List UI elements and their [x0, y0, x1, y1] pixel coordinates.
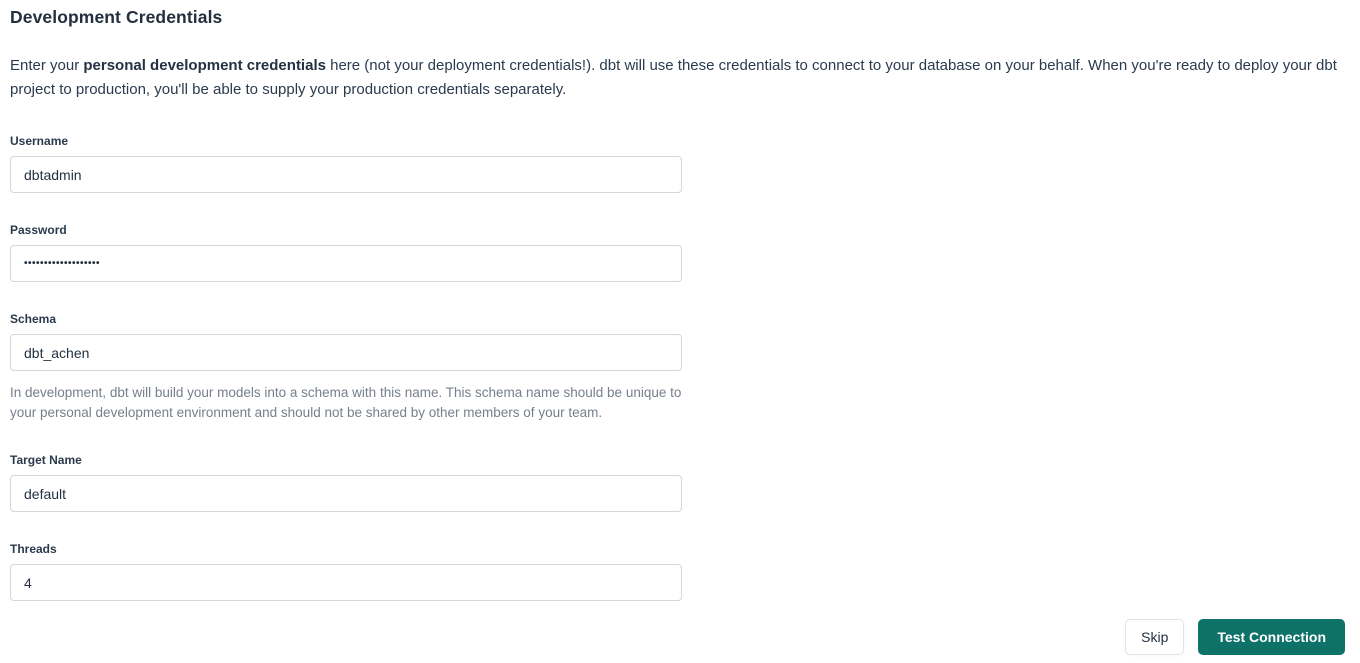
password-label: Password — [10, 223, 67, 237]
footer-actions — [1125, 619, 1345, 655]
description-bold: personal development credentials — [83, 57, 326, 74]
schema-field-group — [10, 312, 1345, 423]
target-name-label: Target Name — [10, 453, 82, 467]
password-field-group — [10, 223, 1345, 282]
username-input[interactable] — [10, 156, 682, 193]
threads-label: Threads — [10, 542, 57, 556]
description-suffix: here (not your deployment credentials!). dbt will use these credentials to connect to your database on your behalf. When you're ready to deploy your dbt project to production, you'll be able to supply your production credentials separately. — [10, 57, 1337, 98]
password-input[interactable] — [10, 245, 682, 282]
target-name-input[interactable] — [10, 475, 682, 512]
description-prefix: Enter your — [10, 57, 84, 74]
username-field-group — [10, 134, 1345, 193]
username-label: Username — [10, 134, 69, 148]
schema-label: Schema — [10, 312, 57, 326]
threads-input[interactable] — [10, 564, 682, 601]
skip-button[interactable]: Skip — [1125, 619, 1184, 655]
schema-input[interactable] — [10, 334, 682, 371]
page-title: Development Credentials — [10, 7, 223, 27]
page-description — [10, 54, 1342, 102]
test-connection-button[interactable]: Test Connection — [1198, 619, 1345, 655]
schema-helper-text: In development, dbt will build your models into a schema with this name. This schema name should be unique to your personal development environment and should not be shared by other members of your team. — [10, 385, 682, 420]
target-name-field-group — [10, 453, 1345, 512]
threads-field-group — [10, 542, 1345, 601]
